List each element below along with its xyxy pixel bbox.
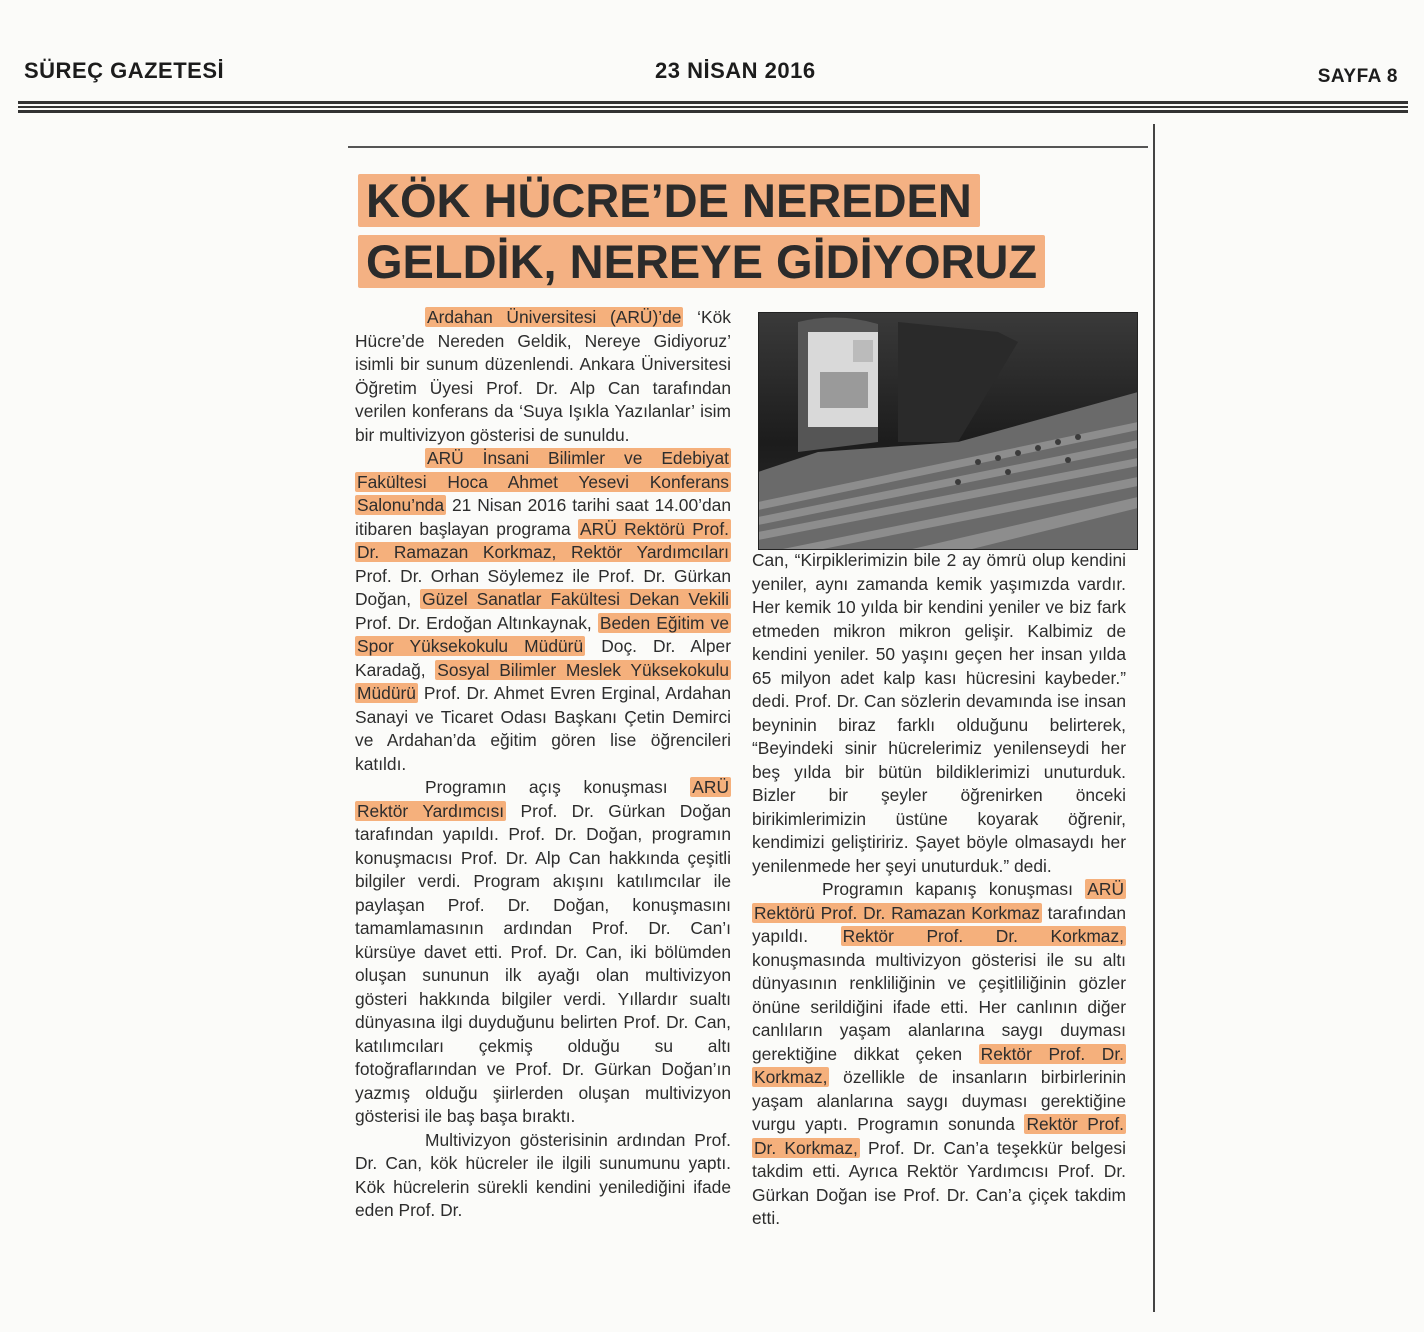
highlighted-text: Ardahan Üniversitesi (ARÜ)’de (427, 307, 682, 327)
highlighted-text: Güzel Sanatlar Fakültesi Dekan Vekili (422, 589, 729, 609)
paragraph (752, 549, 1126, 878)
body-text: Doç. Dr. Alper Karadağ, (355, 636, 731, 680)
paragraph (752, 878, 1126, 1231)
header-rule (18, 101, 1408, 104)
article-column-right (752, 549, 1126, 1231)
paragraph (355, 776, 731, 1129)
issue-date: 23 NİSAN 2016 (655, 58, 816, 83)
page-number: SAYFA 8 (1317, 66, 1398, 87)
highlighted-text: Rektör Prof. Dr. Korkmaz, (754, 1043, 1124, 1087)
article-headline (358, 170, 1148, 292)
headline-line-2: GELDİK, NEREYE GİDİYORUZ (358, 235, 1045, 288)
conference-hall-photo (758, 312, 1138, 550)
headline-line-1: KÖK HÜCRE’DE NEREDEN (358, 174, 980, 227)
newspaper-name: SÜREÇ GAZETESİ (24, 58, 225, 83)
body-text: Prof. Dr. Erdoğan Altınkaynak, (355, 612, 598, 633)
highlighted-text: Beden Eğitim ve Spor Yüksekokulu Müdürü (357, 612, 729, 656)
body-text: Prof. Dr. Ahmet Evren Erginal, Ardahan Sanayi ve Ticaret Odası Başkanı Çetin Demirci ve Ardahan’da eğitim gören lise öğrencileri katıldı. (355, 683, 731, 774)
body-text: Prof. Dr. Gürkan Doğan tarafından yapıldı. Prof. Dr. Doğan, programın konuşmacısı Prof. Dr. Alp Can hakkında çeşitli bilgiler verdi. Program akışını katılımcılar ile paylaşan Prof. Dr. Doğan, konuşmasını tamamlamasının ardından Prof. Dr. Can’ı kürsüye davet etti. Prof. Dr. Can, iki bölümden oluşan sununun ilk ayağı olan multivizyon gösteri hakkında bilgiler verdi. Yıllardır sualtı dünyasına ilgi duyduğunu belirten Prof. Dr. Can, katılımcıları çekmiş olduğu su altı fotoğraflarından ve Prof. Dr. Gürkan Doğan’ın yazmış olduğu şiirlerden oluşan multivizyon gösterisi ile baş başa bıraktı. (355, 800, 731, 1126)
body-text: 21 Nisan 2016 tarihi saat 14.00’dan itibaren başlayan programa (355, 495, 731, 539)
highlighted-text: ARÜ Rektörü Prof. Dr. Ramazan Korkmaz (754, 879, 1124, 923)
article-column-left (355, 306, 731, 1223)
body-text: özellikle de insanların birbirlerinin yaşam alanlarına saygı duyması gerektiğine vurgu yaptı. Programın sonunda (752, 1067, 1126, 1134)
paragraph (355, 447, 731, 776)
paragraph (355, 1129, 731, 1223)
body-text: Programın açış konuşması (425, 777, 691, 797)
body-text: Multivizyon gösterisinin ardından Prof. Dr. Can, kök hücreler ile ilgili sunumunu yaptı. Kök hücrelerin sürekli kendini yenilediğini ifade eden Prof. Dr. (355, 1129, 731, 1220)
highlighted-text: ARÜ Rektör Yardımcısı (357, 777, 729, 821)
body-text: Prof. Dr. Orhan Söylemez ile Prof. Dr. Gürkan Doğan, (355, 565, 731, 609)
body-text: konuşmasında multivizyon gösterisi ile su altı dünyasının renkliliğinin ve çeşitliliğinin gözler önüne serildiğini ifade etti. Her canlının diğer canlıların yaşam alanlarına saygı duyması gerektiğine dikkat çeken (752, 949, 1126, 1064)
body-text: ‘Kök Hücre’de Nereden Geldik, Nereye Gidiyoruz’ isimli bir sunum düzenlendi. Ankara Üniversitesi Öğretim Üyesi Prof. Dr. Alp Can tarafından verilen konferans da ‘Suya Işıkla Yazılanlar’ isim bir multivizyon gösterisi de sunuldu. (355, 307, 731, 445)
highlighted-text: Sosyal Bilimler Meslek Yüksekokulu Müdürü (357, 659, 729, 703)
article-top-rule (348, 146, 1148, 148)
highlighted-text: Rektör Prof. Dr. Korkmaz, (842, 926, 1125, 946)
header-rule (18, 106, 1408, 108)
body-text: Programın kapanış konuşması (822, 879, 1086, 899)
column-divider (1153, 124, 1155, 1312)
paragraph (355, 306, 731, 447)
highlighted-text: ARÜ İnsani Bilimler ve Edebiyat Fakültesi Hoca Ahmet Yesevi Konferans Salonu’nda (357, 448, 729, 515)
highlighted-text: ARÜ Rektörü Prof. Dr. Ramazan Korkmaz, Rektör Yardımcıları (357, 518, 729, 562)
header-rule (18, 110, 1408, 113)
body-text: Prof. Dr. Can’a teşekkür belgesi takdim etti. Ayrıca Rektör Yardımcısı Prof. Dr. Gürkan Doğan ise Prof. Dr. Can’a çiçek takdim etti. (752, 1137, 1126, 1228)
body-text: tarafından yapıldı. (752, 902, 1126, 946)
body-text: Can, “Kirpiklerimizin bile 2 ay ömrü olup kendini yeniler, aynı zamanda kemik yaşımızda vardır. Her kemik 10 yılda bir kendini yeniler ve biz fark etmeden mikron mikron gelişir. Kalbimiz de kendini yeniler. 50 yaşını geçen her insan yılda 65 milyon adet kalp kası hücresini kaybeder.” dedi. Prof. Dr. Can sözlerin devamında ise insan beyninin biraz farklı olduğunu belirterek, “Beyindeki sinir hücrelerimiz yenilenseydi her beş yılda bir bütün bildiklerimizi unuturduk. Bizler bir şeyler öğrenirken önceki birikimlerimizin üstüne koyarak öğrenir, kendimizi geliştiririz. Şayet böyle olmasaydı her yenilenmede her şeyi unuturduk.” dedi. (752, 550, 1126, 876)
highlighted-text: Rektör Prof. Dr. Korkmaz, (754, 1114, 1125, 1158)
